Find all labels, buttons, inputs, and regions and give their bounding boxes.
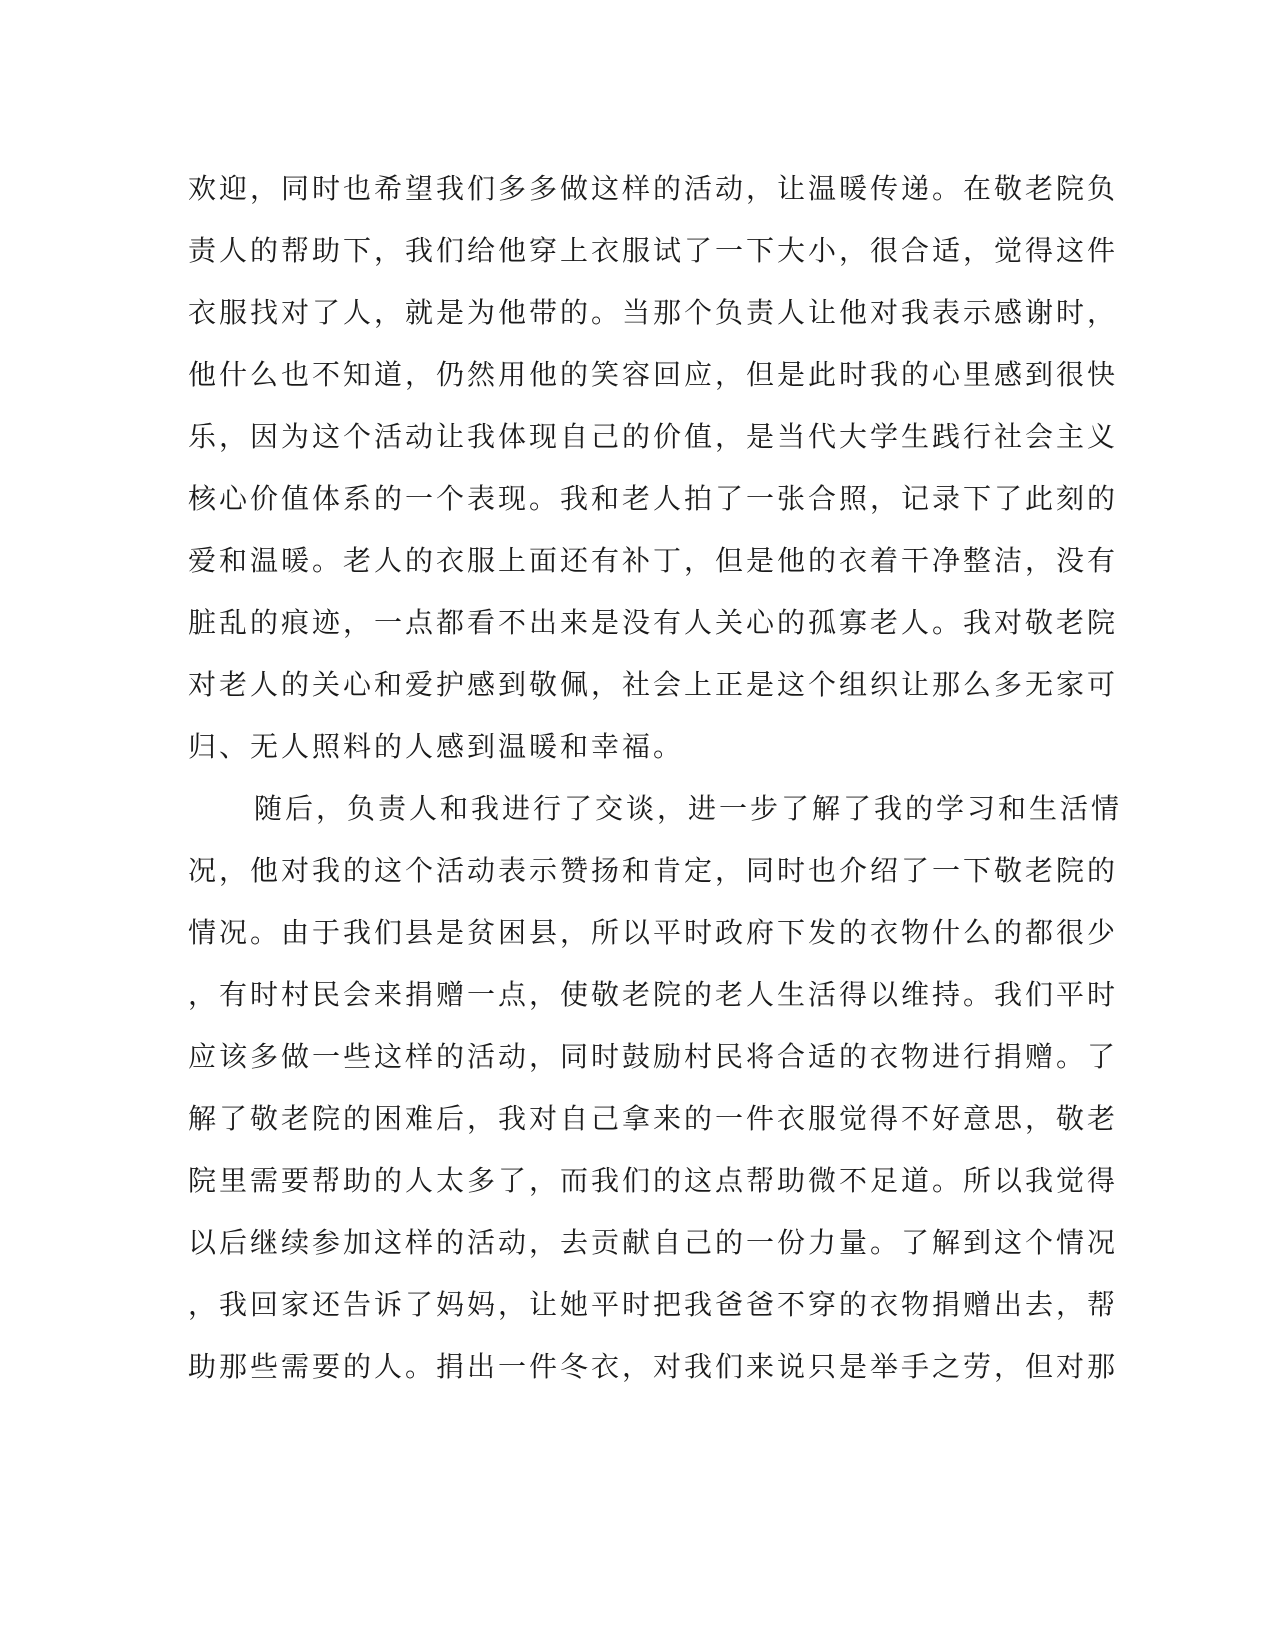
text-line: 况，他对我的这个活动表示赞扬和肯定，同时也介绍了一下敬老院的 — [188, 854, 1119, 887]
text-line: 对老人的关心和爱护感到敬佩，社会上正是这个组织让那么多无家可 — [188, 668, 1119, 701]
text-line: 欢迎，同时也希望我们多多做这样的活动，让温暖传递。在敬老院负 — [188, 172, 1119, 205]
text-line: ，有时村民会来捐赠一点，使敬老院的老人生活得以维持。我们平时 — [188, 978, 1119, 1011]
paragraph-1 — [188, 158, 1119, 778]
text-line: 以后继续参加这样的活动，去贡献自己的一份力量。了解到这个情况 — [188, 1226, 1119, 1259]
text-line: 乐，因为这个活动让我体现自己的价值，是当代大学生践行社会主义 — [188, 420, 1119, 453]
text-line: 核心价值体系的一个表现。我和老人拍了一张合照，记录下了此刻的 — [188, 482, 1119, 515]
text-line: ，我回家还告诉了妈妈，让她平时把我爸爸不穿的衣物捐赠出去，帮 — [188, 1288, 1119, 1321]
text-line: 院里需要帮助的人太多了，而我们的这点帮助微不足道。所以我觉得 — [188, 1164, 1119, 1197]
text-line: 情况。由于我们县是贫困县，所以平时政府下发的衣物什么的都很少 — [188, 916, 1119, 949]
text-line: 归、无人照料的人感到温暖和幸福。 — [188, 730, 685, 763]
text-line-indented: 随后，负责人和我进行了交谈，进一步了解了我的学习和生活情 — [254, 792, 1123, 825]
text-line: 脏乱的痕迹，一点都看不出来是没有人关心的孤寡老人。我对敬老院 — [188, 606, 1119, 639]
text-line: 责人的帮助下，我们给他穿上衣服试了一下大小，很合适，觉得这件 — [188, 234, 1119, 267]
document-body — [188, 158, 1123, 1398]
text-line: 应该多做一些这样的活动，同时鼓励村民将合适的衣物进行捐赠。了 — [188, 1040, 1119, 1073]
text-line: 衣服找对了人，就是为他带的。当那个负责人让他对我表示感谢时， — [188, 296, 1119, 329]
paragraph-2 — [188, 778, 1123, 1398]
text-line: 他什么也不知道，仍然用他的笑容回应，但是此时我的心里感到很快 — [188, 358, 1119, 391]
text-line: 助那些需要的人。捐出一件冬衣，对我们来说只是举手之劳，但对那 — [188, 1350, 1119, 1383]
text-line: 爱和温暖。老人的衣服上面还有补丁，但是他的衣着干净整洁，没有 — [188, 544, 1119, 577]
text-line: 解了敬老院的困难后，我对自己拿来的一件衣服觉得不好意思，敬老 — [188, 1102, 1119, 1135]
